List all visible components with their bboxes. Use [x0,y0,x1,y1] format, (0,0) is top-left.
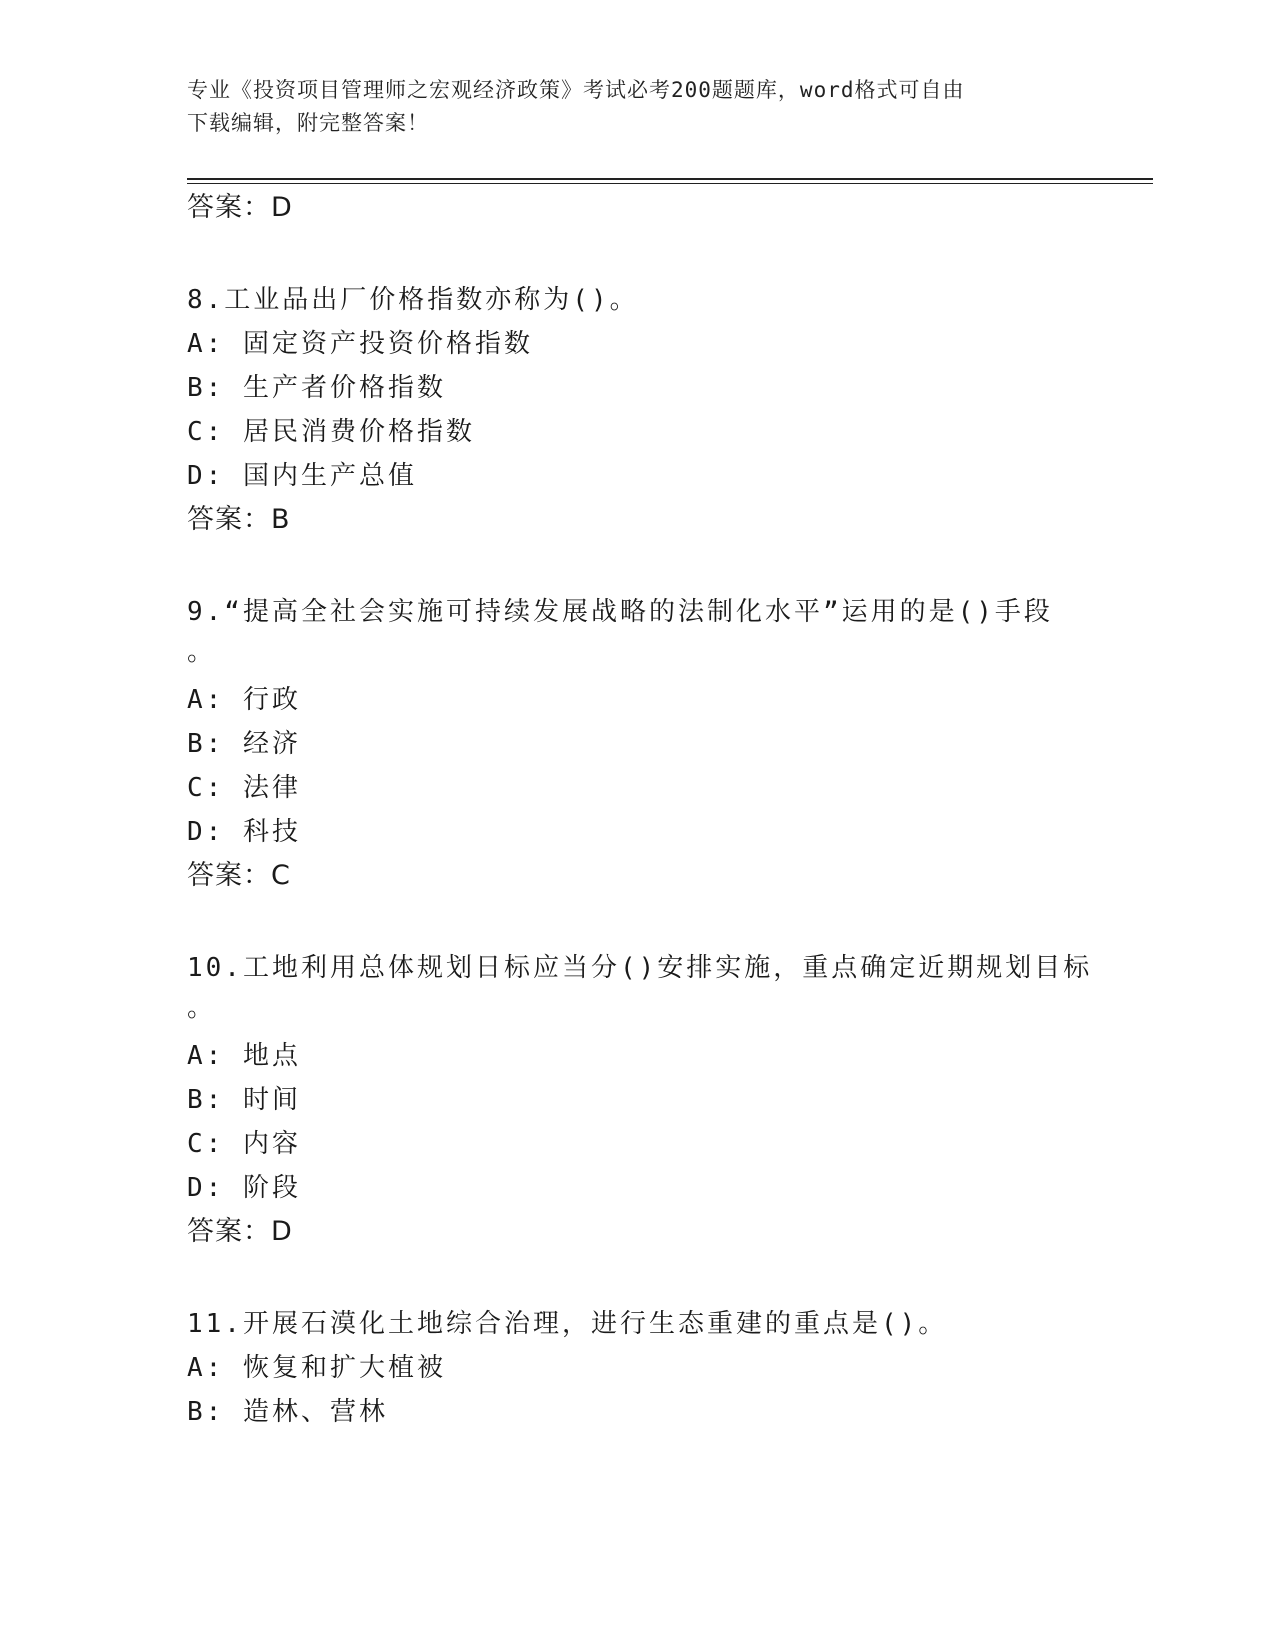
question-10-stem-line-1: 10.工地利用总体规划日标应当分()安排实施，重点确定近期规划目标 [187,953,1093,983]
document-header [187,74,1067,140]
question-10-option-c: C: 内容 [187,1129,301,1159]
question-9-stem-line-2: 。 [187,637,217,667]
question-10-option-d: D: 阶段 [187,1173,301,1203]
header-line-1: 专业《投资项目管理师之宏观经济政策》考试必考200题题库，word格式可自由 [187,78,965,102]
question-8-option-a: A: 固定资产投资价格指数 [187,329,533,359]
question-8-stem: 8.工业品出厂价格指数亦称为()。 [187,285,639,315]
question-10-option-a: A: 地点 [187,1041,301,1071]
question-9-option-d: D: 科技 [187,817,301,847]
question-11-option-a: A: 恢复和扩大植被 [187,1353,446,1383]
question-9-option-b: B: 经济 [187,729,301,759]
question-10-stem-line-2: 。 [187,993,217,1023]
question-9-stem-line-1: 9.“提高全社会实施可持续发展战略的法制化水平”运用的是()手段 [187,597,1053,627]
header-line-2: 下载编辑，附完整答案！ [187,111,429,135]
question-11-option-b: B: 造林、营林 [187,1397,388,1427]
question-11-stem: 11.开展石漠化土地综合治理，进行生态重建的重点是()。 [187,1309,948,1339]
header-rule-thick [187,178,1153,180]
answer-q9: 答案：C [187,860,291,891]
question-8-option-d: D: 国内生产总值 [187,461,417,491]
question-9-option-c: C: 法律 [187,773,301,803]
answer-q8: 答案：B [187,504,291,535]
question-8-option-b: B: 生产者价格指数 [187,373,446,403]
question-10-option-b: B: 时间 [187,1085,301,1115]
question-9-option-a: A: 行政 [187,685,301,715]
answer-q10: 答案：D [187,1216,293,1247]
question-8-option-c: C: 居民消费价格指数 [187,417,475,447]
header-rule-thin [187,183,1153,184]
answer-q7: 答案：D [187,192,293,223]
